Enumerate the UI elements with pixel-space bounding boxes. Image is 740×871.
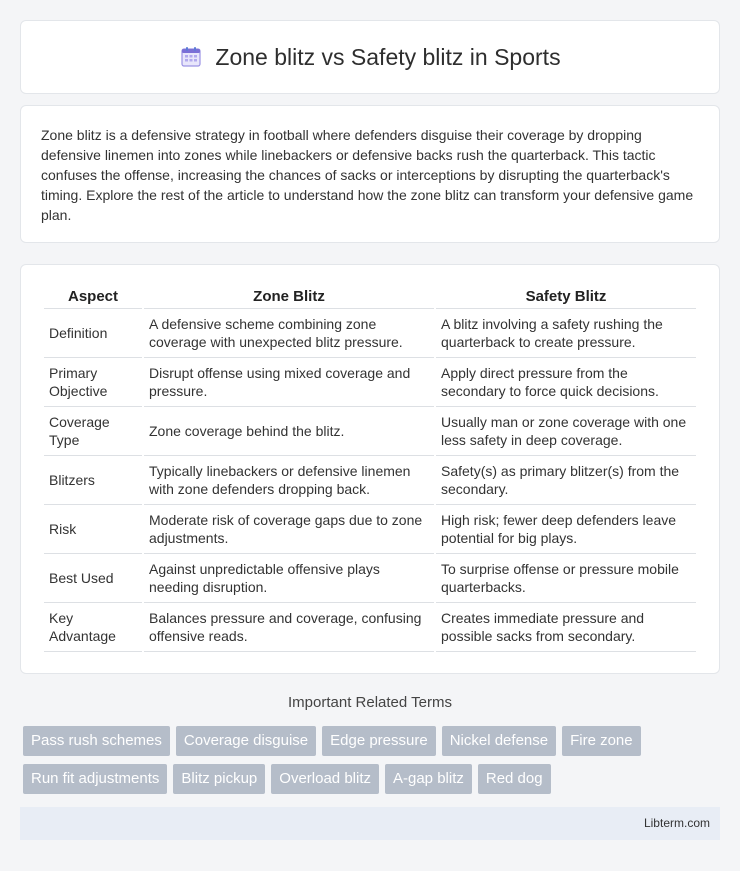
table-row — [44, 407, 696, 456]
cell-zone: Balances pressure and coverage, confusing offensive reads. — [144, 603, 434, 652]
tag-overload-blitz[interactable]: Overload blitz — [271, 764, 379, 794]
cell-safety: To surprise offense or pressure mobile quarterbacks. — [436, 554, 696, 603]
cell-safety: A blitz involving a safety rushing the quarterback to create pressure. — [436, 309, 696, 358]
cell-safety: High risk; fewer deep defenders leave potential for big plays. — [436, 505, 696, 554]
table-row — [44, 309, 696, 358]
cell-aspect: Risk — [44, 505, 142, 554]
cell-aspect: Coverage Type — [44, 407, 142, 456]
tag-run-fit-adjustments[interactable]: Run fit adjustments — [23, 764, 167, 794]
cell-safety: Safety(s) as primary blitzer(s) from the secondary. — [436, 456, 696, 505]
cell-aspect: Key Advantage — [44, 603, 142, 652]
calendar-icon — [179, 45, 203, 69]
footer — [20, 807, 720, 840]
page-title: Zone blitz vs Safety blitz in Sports — [215, 43, 561, 70]
cell-zone: Moderate risk of coverage gaps due to zone adjustments. — [144, 505, 434, 554]
intro-card — [20, 105, 720, 243]
comparison-card — [20, 264, 720, 674]
comparison-table — [42, 284, 698, 652]
header-safety-blitz: Safety Blitz — [436, 284, 696, 309]
table-row — [44, 554, 696, 603]
cell-aspect: Definition — [44, 309, 142, 358]
cell-safety: Apply direct pressure from the secondary to force quick decisions. — [436, 358, 696, 407]
tag-a-gap-blitz[interactable]: A-gap blitz — [385, 764, 472, 794]
intro-text: Zone blitz is a defensive strategy in football where defenders disguise their coverage by dropping defensive linemen into zones while linebackers or defensive backs rush the quarterback. This tactic confuses the offense, increasing the chances of sacks or interceptions by disrupting the quarterback's timing. Explore the rest of the article to understand how the zone blitz can transform your defensive game plan. — [41, 127, 694, 223]
tag-edge-pressure[interactable]: Edge pressure — [322, 726, 436, 756]
cell-aspect: Best Used — [44, 554, 142, 603]
related-terms-title: Important Related Terms — [288, 694, 452, 711]
tag-nickel-defense[interactable]: Nickel defense — [442, 726, 556, 756]
table-row — [44, 358, 696, 407]
table-row — [44, 505, 696, 554]
cell-zone: Typically linebackers or defensive linemen with zone defenders dropping back. — [144, 456, 434, 505]
header-aspect: Aspect — [44, 284, 142, 309]
tag-fire-zone[interactable]: Fire zone — [562, 726, 641, 756]
table-row — [44, 603, 696, 652]
tag-red-dog[interactable]: Red dog — [478, 764, 551, 794]
table-row — [44, 456, 696, 505]
cell-zone: Zone coverage behind the blitz. — [144, 407, 434, 456]
cell-zone: Against unpredictable offensive plays needing disruption. — [144, 554, 434, 603]
cell-zone: Disrupt offense using mixed coverage and pressure. — [144, 358, 434, 407]
title-card — [20, 20, 720, 94]
cell-safety: Usually man or zone coverage with one less safety in deep coverage. — [436, 407, 696, 456]
related-terms — [23, 726, 723, 802]
footer-site-link[interactable]: Libterm.com — [643, 816, 710, 830]
header-zone-blitz: Zone Blitz — [144, 284, 434, 309]
tag-row — [23, 764, 723, 794]
cell-aspect: Blitzers — [44, 456, 142, 505]
tag-coverage-disguise[interactable]: Coverage disguise — [176, 726, 316, 756]
tag-row — [23, 726, 723, 756]
cell-aspect: Primary Objective — [44, 358, 142, 407]
table-header-row — [44, 284, 696, 309]
cell-safety: Creates immediate pressure and possible sacks from secondary. — [436, 603, 696, 652]
tag-pass-rush-schemes[interactable]: Pass rush schemes — [23, 726, 170, 756]
cell-zone: A defensive scheme combining zone coverage with unexpected blitz pressure. — [144, 309, 434, 358]
tag-blitz-pickup[interactable]: Blitz pickup — [173, 764, 265, 794]
